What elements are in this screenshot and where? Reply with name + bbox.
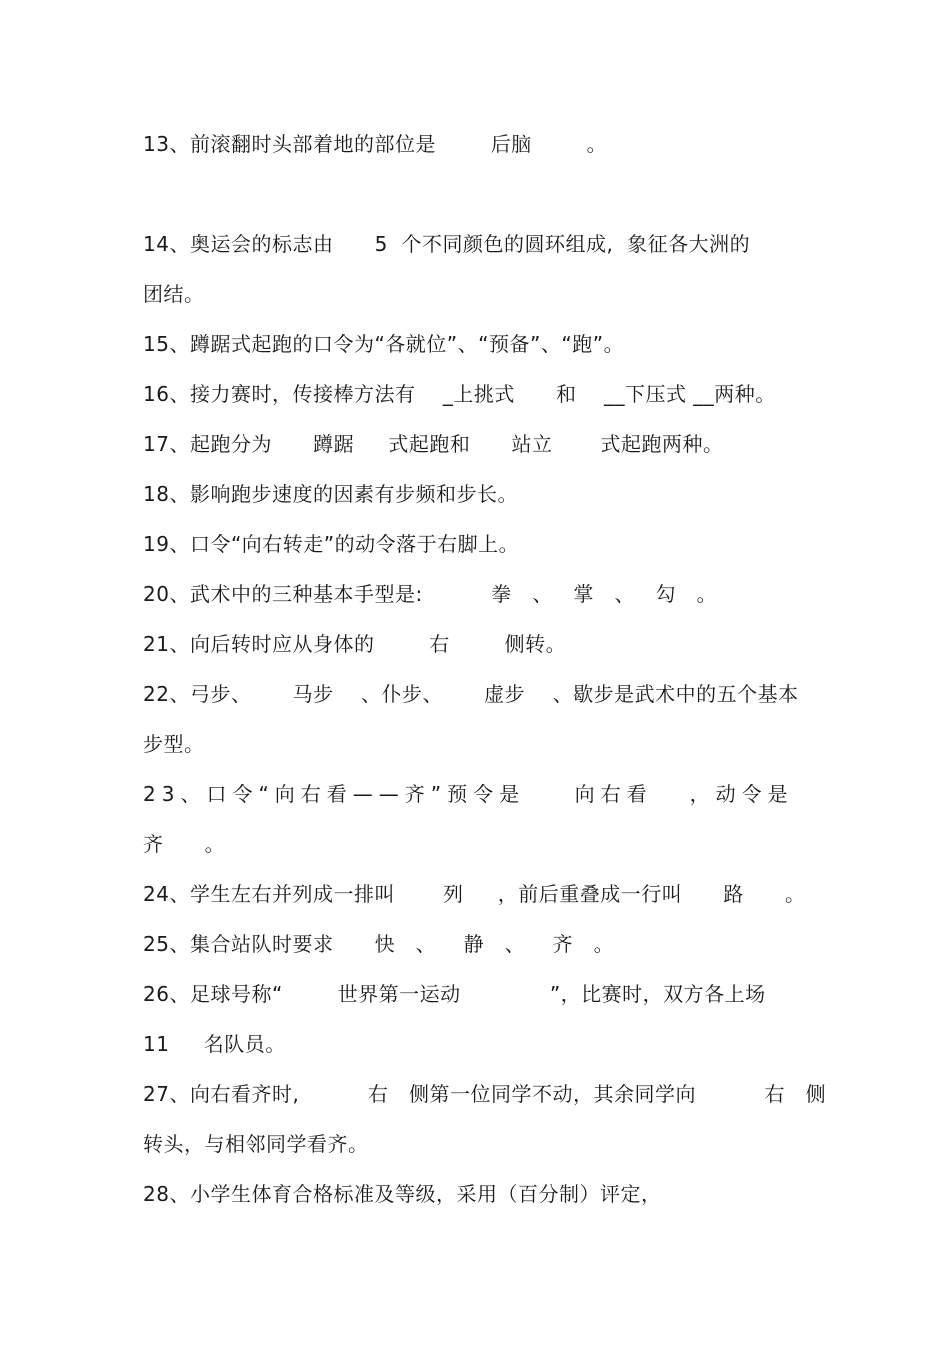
question-23: 23、口令“向右看——齐”预令是 向右看 ，动令是 <box>143 782 794 806</box>
question-17: 17、起跑分为 蹲踞 式起跑和 站立 式起跑两种。 <box>143 432 724 456</box>
question-19: 19、口令“向右转走”的动令落于右脚上。 <box>143 532 520 556</box>
question-22-continuation: 步型。 <box>143 732 205 756</box>
question-13: 13、前滚翻时头部着地的部位是 后脑 。 <box>143 132 608 156</box>
question-14: 14、奥运会的标志由 5 个不同颜色的圆环组成, 象征各大洲的 <box>143 232 751 256</box>
question-24: 24、学生左右并列成一排叫 列 ，前后重叠成一行叫 路 。 <box>143 882 806 906</box>
question-26-continuation: 11 名队员。 <box>143 1032 286 1056</box>
question-27: 27、向右看齐时, 右 侧第一位同学不动，其余同学向 右 侧 <box>143 1082 827 1106</box>
question-16: 16、接力赛时，传接棒方法有 _上挑式 和 __下压式 __两种。 <box>143 382 776 406</box>
question-27-continuation: 转头，与相邻同学看齐。 <box>143 1132 369 1156</box>
question-28: 28、小学生体育合格标准及等级，采用（百分制）评定， <box>143 1182 662 1206</box>
question-21: 21、向后转时应从身体的 右 侧转。 <box>143 632 567 656</box>
question-25: 25、集合站队时要求 快 、 静 、 齐 。 <box>143 932 615 956</box>
question-18: 18、影响跑步速度的因素有步频和步长。 <box>143 482 518 506</box>
question-14-continuation: 团结。 <box>143 282 205 306</box>
question-23-continuation: 齐 。 <box>143 832 226 856</box>
question-22: 22、弓步、 马步 、仆步、 虚步 、歇步是武术中的五个基本 <box>143 682 799 706</box>
question-20: 20、武术中的三种基本手型是: 拳 、 掌 、 勾 。 <box>143 582 718 606</box>
question-15: 15、蹲踞式起跑的口令为“各就位”、“预备”、“跑”。 <box>143 332 625 356</box>
question-26: 26、足球号称“ 世界第一运动 ”，比赛时，双方各上场 <box>143 982 766 1006</box>
